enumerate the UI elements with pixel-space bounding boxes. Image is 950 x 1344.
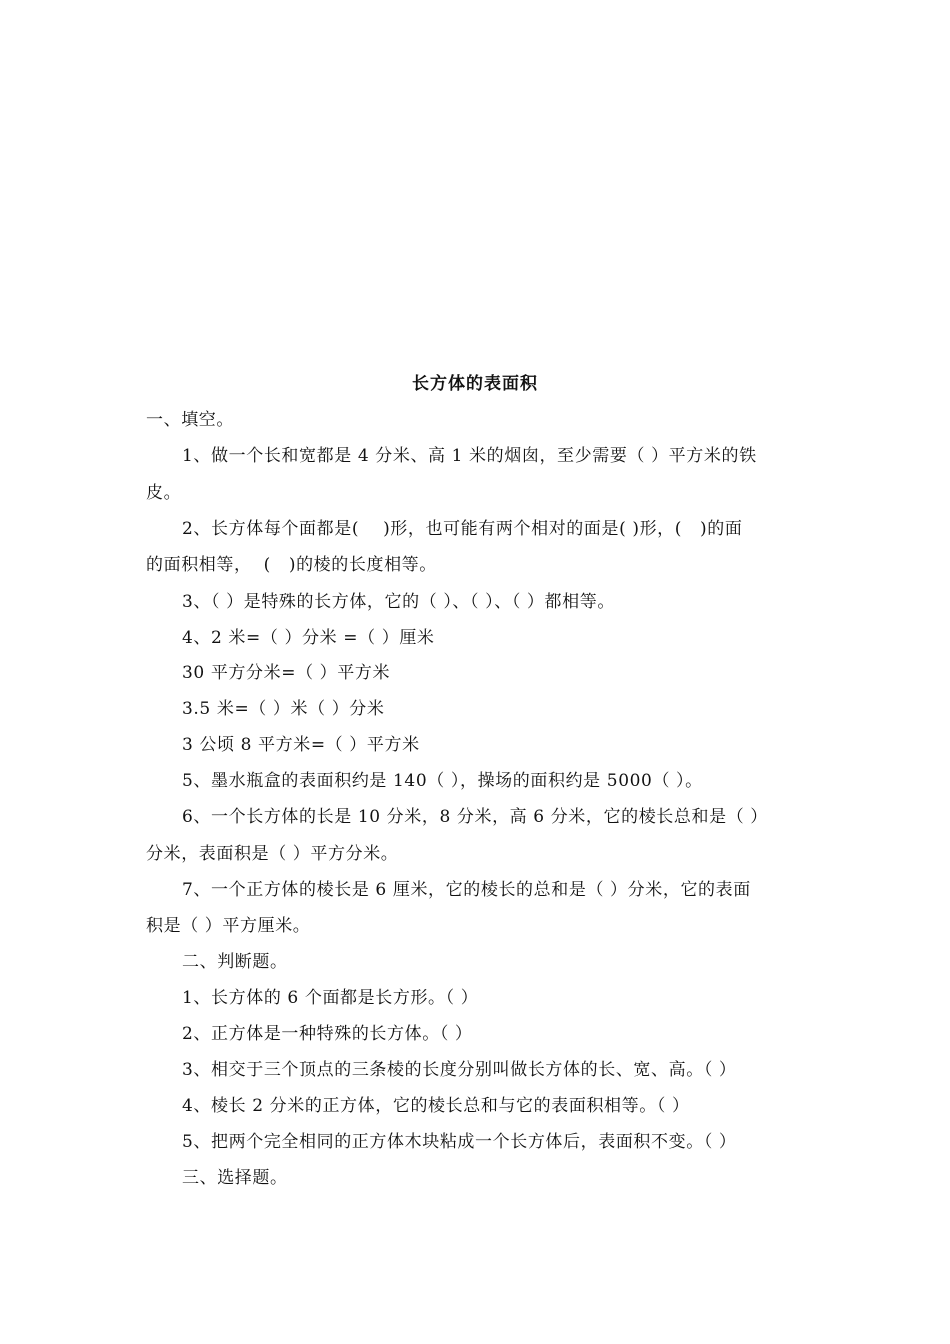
- question-7-line-1: 7、一个正方体的棱长是 6 厘米，它的棱长的总和是（ ）分米，它的表面: [182, 880, 751, 900]
- question-4-line-2: 30 平方分米=（ ）平方米: [182, 663, 391, 683]
- judgment-3: 3、相交于三个顶点的三条棱的长度分别叫做长方体的长、宽、高。（ ）: [182, 1060, 737, 1080]
- question-2-line-2: 的面积相等， ( )的棱的长度相等。: [146, 555, 437, 575]
- question-2-line-1: 2、长方体每个面都是( )形，也可能有两个相对的面是( )形，( )的面: [182, 519, 743, 539]
- question-1-line-1: 1、做一个长和宽都是 4 分米、高 1 米的烟囱，至少需要（ ）平方米的铁: [182, 446, 757, 466]
- judgment-4: 4、棱长 2 分米的正方体，它的棱长总和与它的表面积相等。（ ）: [182, 1096, 690, 1116]
- section-heading-fill-in: 一、填空。: [146, 410, 234, 430]
- judgment-2: 2、正方体是一种特殊的长方体。（ ）: [182, 1024, 473, 1044]
- page-title: 长方体的表面积: [412, 374, 538, 394]
- question-4-line-3: 3.5 米=（ ）米（ ）分米: [182, 699, 385, 719]
- question-1-line-2: 皮。: [146, 483, 182, 503]
- section-heading-multiple-choice: 三、选择题。: [182, 1168, 288, 1188]
- question-6-line-2: 分米，表面积是（ ）平方分米。: [146, 844, 399, 864]
- question-6-line-1: 6、一个长方体的长是 10 分米，8 分米，高 6 分米，它的棱长总和是（ ）: [182, 807, 768, 827]
- judgment-1: 1、长方体的 6 个面都是长方形。（ ）: [182, 988, 479, 1008]
- question-3: 3、（ ）是特殊的长方体，它的（ ）、（ ）、（ ）都相等。: [182, 592, 615, 612]
- question-4-line-4: 3 公顷 8 平方米=（ ）平方米: [182, 735, 420, 755]
- question-5: 5、墨水瓶盒的表面积约是 140（ ），操场的面积约是 5000（ ）。: [182, 771, 703, 791]
- question-7-line-2: 积是（ ）平方厘米。: [146, 916, 311, 936]
- judgment-5: 5、把两个完全相同的正方体木块粘成一个长方体后，表面积不变。（ ）: [182, 1132, 737, 1152]
- question-4-line-1: 4、2 米=（ ）分米 =（ ）厘米: [182, 628, 435, 648]
- section-heading-true-false: 二、判断题。: [182, 952, 288, 972]
